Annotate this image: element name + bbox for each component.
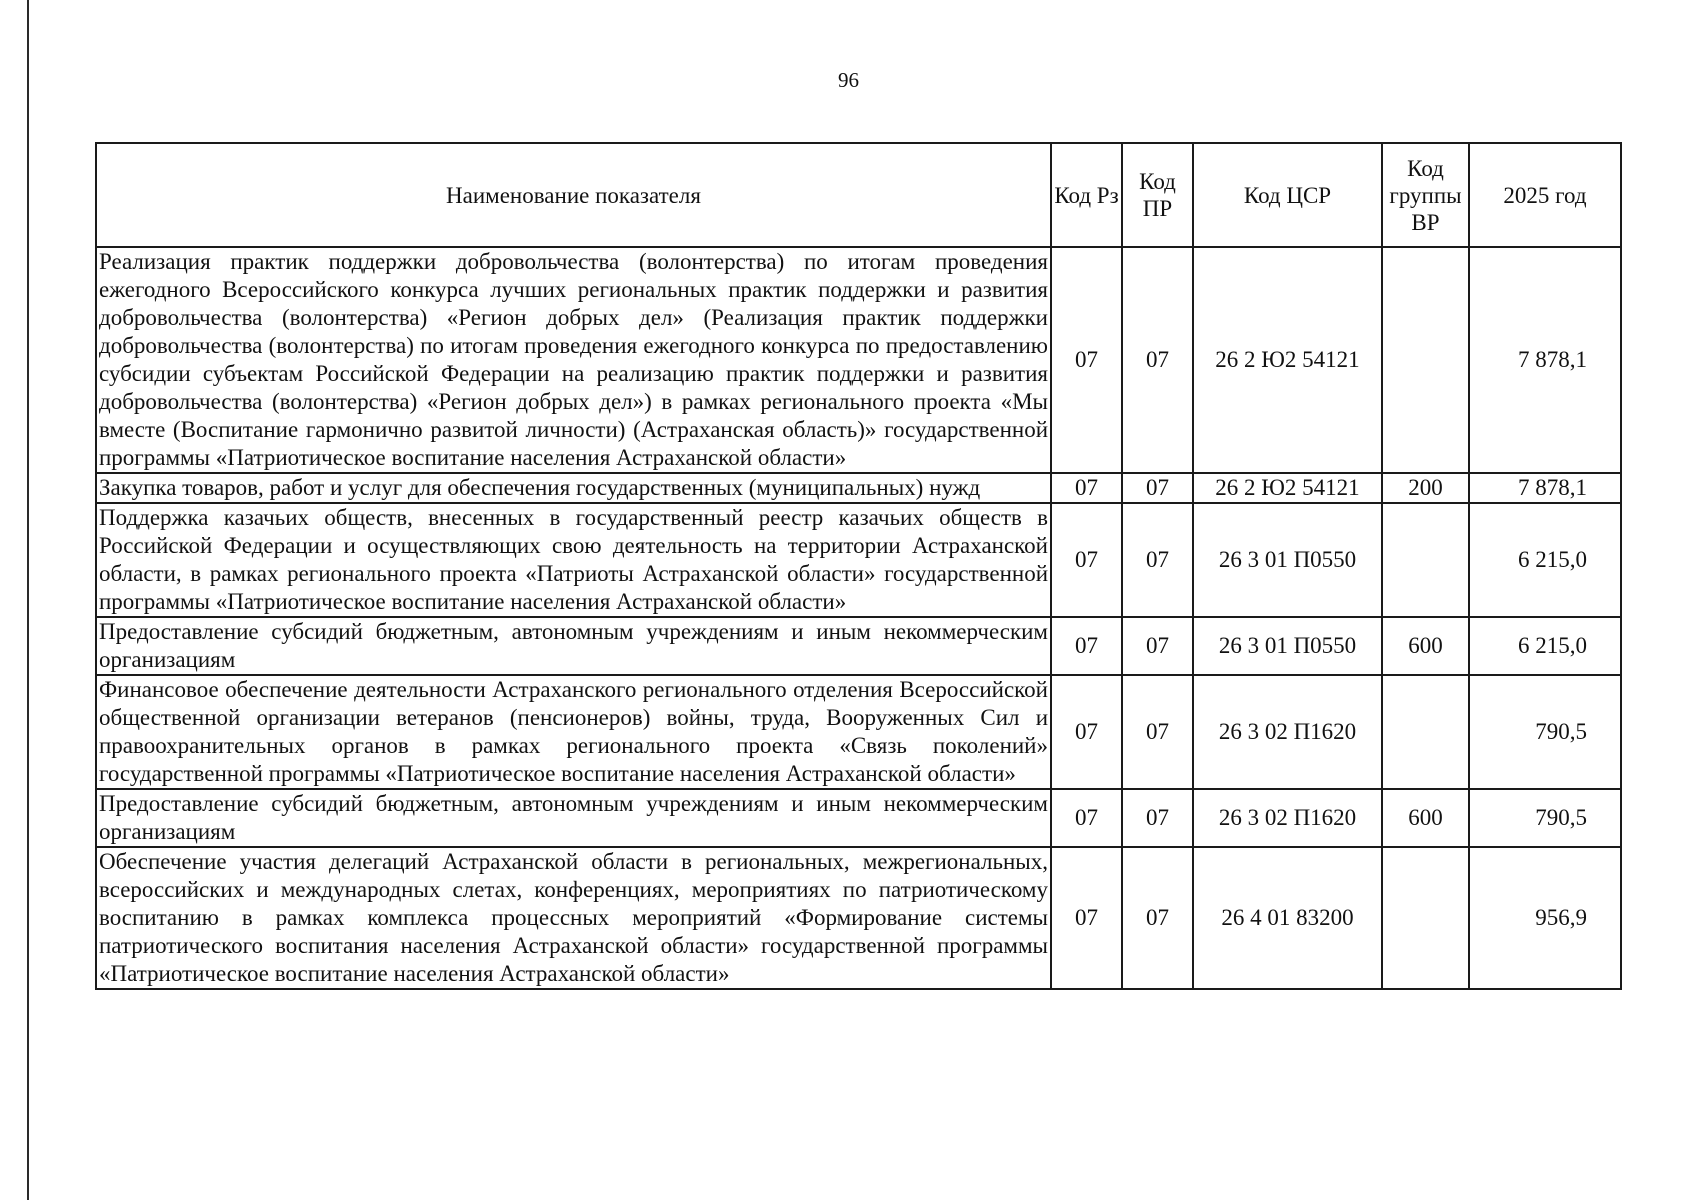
- row-pr: 07: [1122, 247, 1193, 473]
- row-amount: 956,9: [1469, 847, 1621, 989]
- row-amount: 7 878,1: [1469, 473, 1621, 503]
- row-rz: 07: [1051, 247, 1122, 473]
- row-rz: 07: [1051, 847, 1122, 989]
- row-name: Финансовое обеспечение деятельности Астраханского регионального отделения Всероссийской общественной организации ветеранов (пенсионеров) войны, труда, Вооруженных Сил и правоохранительных органов в рамках регионального проекта «Связь поколений» государственной программы «Патриотическое воспитание населения Астраханской области»: [96, 675, 1051, 789]
- row-vr: [1382, 847, 1469, 989]
- budget-table: [95, 142, 1622, 990]
- row-name: Предоставление субсидий бюджетным, автономным учреждениям и иным некоммерческим организациям: [96, 617, 1051, 675]
- row-pr: 07: [1122, 473, 1193, 503]
- row-amount: 6 215,0: [1469, 503, 1621, 617]
- row-pr: 07: [1122, 617, 1193, 675]
- row-csr: 26 3 01 П0550: [1193, 503, 1382, 617]
- table-row: [96, 473, 1621, 503]
- row-csr: 26 4 01 83200: [1193, 847, 1382, 989]
- row-vr: [1382, 503, 1469, 617]
- row-vr: 600: [1382, 789, 1469, 847]
- row-csr: 26 2 Ю2 54121: [1193, 473, 1382, 503]
- row-rz: 07: [1051, 473, 1122, 503]
- row-amount: 7 878,1: [1469, 247, 1621, 473]
- table-row: [96, 503, 1621, 617]
- table-row: [96, 247, 1621, 473]
- row-pr: 07: [1122, 503, 1193, 617]
- row-pr: 07: [1122, 847, 1193, 989]
- row-name: Предоставление субсидий бюджетным, автономным учреждениям и иным некоммерческим организациям: [96, 789, 1051, 847]
- header-pr: Код ПР: [1122, 143, 1193, 247]
- row-name: Закупка товаров, работ и услуг для обеспечения государственных (муниципальных) нужд: [96, 473, 1051, 503]
- row-name: Поддержка казачьих обществ, внесенных в государственный реестр казачьих обществ в Российской Федерации и осуществляющих свою деятельность на территории Астраханской области, в рамках регионального проекта «Патриоты Астраханской области» государственной программы «Патриотическое воспитание населения Астраханской области»: [96, 503, 1051, 617]
- header-rz: Код Рз: [1051, 143, 1122, 247]
- row-csr: 26 3 02 П1620: [1193, 789, 1382, 847]
- row-amount: 790,5: [1469, 675, 1621, 789]
- row-pr: 07: [1122, 675, 1193, 789]
- header-vr: Код группы ВР: [1382, 143, 1469, 247]
- row-vr: [1382, 675, 1469, 789]
- header-year: 2025 год: [1469, 143, 1621, 247]
- row-rz: 07: [1051, 675, 1122, 789]
- row-rz: 07: [1051, 617, 1122, 675]
- table-row: [96, 789, 1621, 847]
- table-header-row: [96, 143, 1621, 247]
- row-csr: 26 2 Ю2 54121: [1193, 247, 1382, 473]
- row-vr: 600: [1382, 617, 1469, 675]
- row-vr: 200: [1382, 473, 1469, 503]
- row-pr: 07: [1122, 789, 1193, 847]
- row-csr: 26 3 02 П1620: [1193, 675, 1382, 789]
- row-amount: 790,5: [1469, 789, 1621, 847]
- row-vr: [1382, 247, 1469, 473]
- row-csr: 26 3 01 П0550: [1193, 617, 1382, 675]
- page-number: 96: [838, 68, 859, 92]
- header-name: Наименование показателя: [96, 143, 1051, 247]
- row-rz: 07: [1051, 789, 1122, 847]
- row-name: Реализация практик поддержки добровольчества (волонтерства) по итогам проведения ежегодного Всероссийского конкурса лучших региональных практик поддержки и развития добровольчества (волонтерства) «Регион добрых дел» (Реализация практик поддержки добровольчества (волонтерства) по итогам проведения ежегодного конкурса по предоставлению субсидии субъектам Российской Федерации на реализацию практик поддержки и развития добровольчества (волонтерства) «Регион добрых дел») в рамках регионального проекта «Мы вместе (Воспитание гармонично развитой личности) (Астраханская область)» государственной программы «Патриотическое воспитание населения Астраханской области»: [96, 247, 1051, 473]
- table-row: [96, 675, 1621, 789]
- table-row: [96, 847, 1621, 989]
- row-amount: 6 215,0: [1469, 617, 1621, 675]
- table-row: [96, 617, 1621, 675]
- row-name: Обеспечение участия делегаций Астраханской области в региональных, межрегиональных, всероссийских и международных слетах, конференциях, мероприятиях по патриотическому воспитанию в рамках комплекса процессных мероприятий «Формирование системы патриотического воспитания населения Астраханской области» государственной программы «Патриотическое воспитание населения Астраханской области»: [96, 847, 1051, 989]
- header-csr: Код ЦСР: [1193, 143, 1382, 247]
- row-rz: 07: [1051, 503, 1122, 617]
- page-edge-line: [27, 0, 29, 1200]
